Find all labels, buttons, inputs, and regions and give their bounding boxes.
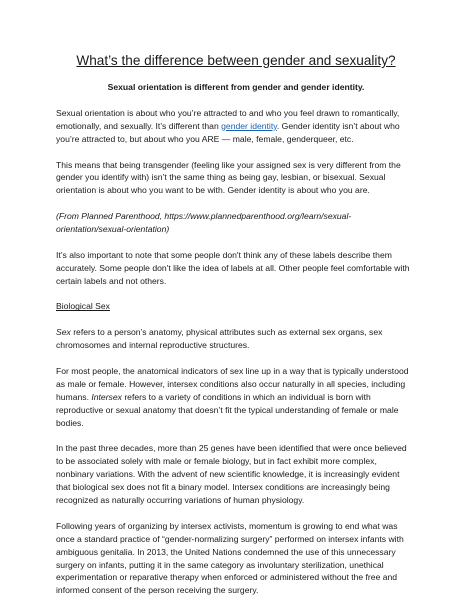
- paragraph-text: Sexual orientation is about who you’re attracted to and who you feel drawn to romantically, emotionally, and sexually. It’s different than: [56, 107, 400, 131]
- paragraph-orientation: [56, 107, 416, 146]
- term-intersex: Intersex: [91, 391, 122, 402]
- page-subtitle: Sexual orientation is different from gender and gender identity.: [107, 82, 365, 92]
- paragraph-labels: It’s also important to note that some people don't think any of these labels describe them accurately. Some people don't like the idea of labels at all. Other people feel comfortable with certain labels and not others.: [56, 249, 410, 286]
- paragraph-genes: In the past three decades, more than 25 genes have been identified that were once believed to be associated solely with male or female biology, but in fact exhibit more complex, nonbinary variations. With the advent of new scientific knowledge, it is increasingly evident that biological sex does not fit a binary model. Intersex conditions are increasingly being recognized as naturally occurring variations of human physiology.: [56, 443, 407, 505]
- paragraph-text: refers to a person’s anatomy, physical attributes such as external sex organs, sex chromosomes and internal reproductive structures.: [56, 327, 383, 351]
- paragraph-text: refers to a variety of conditions in which an individual is born with reproductive or sexual anatomy that doesn’t fit the typical understanding of female or male bodies.: [56, 391, 399, 428]
- paragraph-text: For most people, the anatomical indicators of sex line up in a way that is typically understood as male or female. However, intersex conditions also occur naturally in all species, including humans.: [56, 365, 409, 402]
- paragraph-text: . Gender identity isn’t about who you’re attracted to, but about who you ARE — male, female, genderqueer, etc.: [56, 120, 400, 144]
- paragraph-surgery: Following years of organizing by intersex activists, momentum is growing to end what was once a standard practice of “gender-normalizing surgery” performed on intersex infants with ambiguous genitalia. In 2013, the United Nations condemned the use of this unnecessary surgery on infants, putting it in the same category as involuntary sterilization, unethical experimentation or reparative therapy when enforced or administered without the free and informed consent of the person receiving the surgery.: [56, 520, 404, 596]
- paragraph-sex-definition: [56, 326, 416, 352]
- citation-text: (From Planned Parenthood, https://www.plannedparenthood.org/learn/sexual-orientation/sexual-orientation): [56, 211, 352, 235]
- paragraph-transgender: This means that being transgender (feeling like your assigned sex is very different from the gender you identify with) isn’t the same thing as being gay, lesbian, or bisexual. Sexual orientation is about who you want to be with. Gender identity is about who you are.: [56, 159, 401, 196]
- gender-identity-link[interactable]: gender identity: [221, 120, 277, 131]
- section-heading-biological-sex: Biological Sex: [56, 301, 110, 312]
- citation: [56, 210, 416, 236]
- paragraph-intersex: [56, 365, 416, 430]
- term-sex: Sex: [56, 327, 71, 338]
- page-title: What’s the difference between gender and sexuality?: [76, 53, 396, 68]
